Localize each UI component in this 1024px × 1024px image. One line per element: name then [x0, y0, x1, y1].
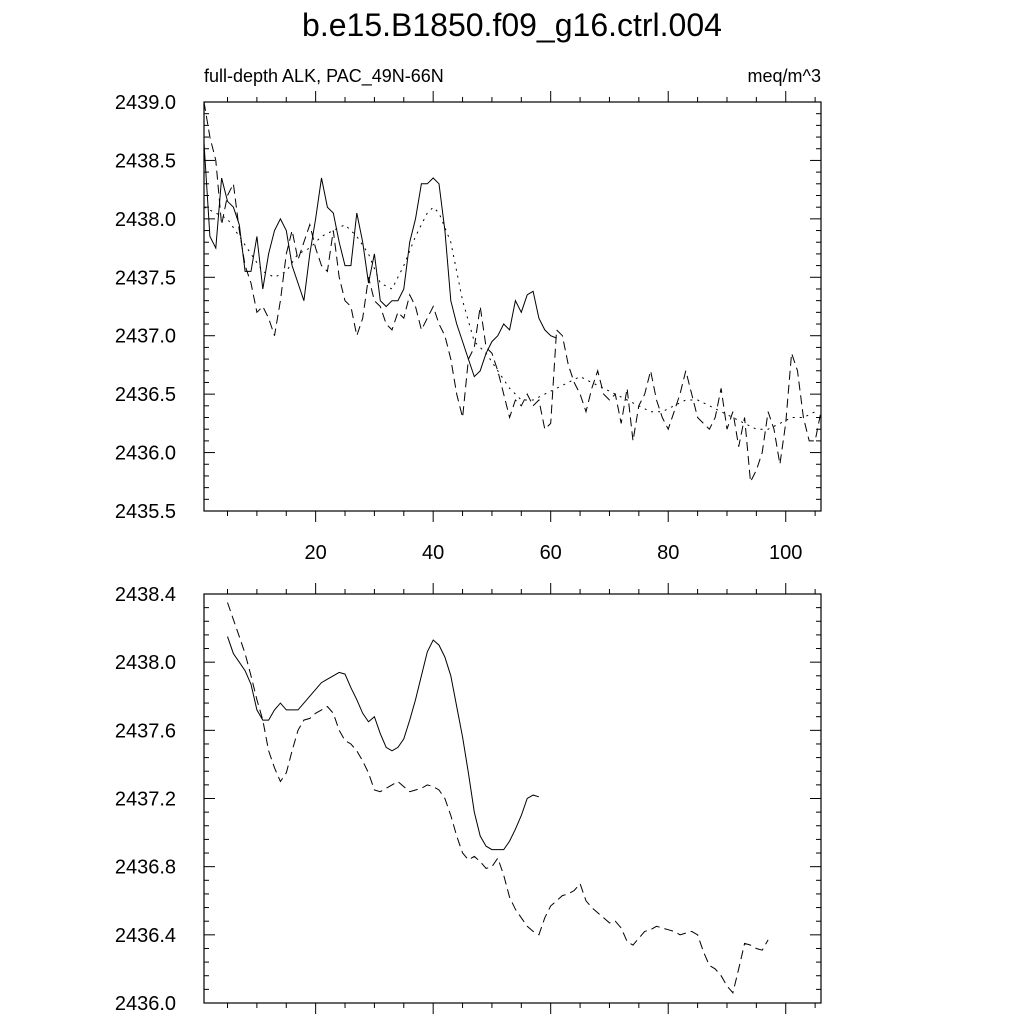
top-series-dashed-line — [204, 102, 821, 482]
top-x-tick-label: 100 — [769, 542, 803, 564]
top-y-tick-label: 2439.0 — [114, 92, 176, 114]
top-y-tick-label: 2435.5 — [114, 501, 176, 523]
top-y-tick-label: 2436.0 — [114, 442, 176, 465]
top-x-tick-label: 20 — [304, 542, 327, 564]
top-x-tick-label: 40 — [422, 542, 445, 564]
bottom-y-tick-label: 2438.4 — [114, 584, 176, 606]
bottom-panel — [115, 583, 821, 1015]
bottom-series-solid-line — [228, 637, 539, 850]
top-panel — [115, 66, 821, 564]
bottom-y-tick-label: 2438.0 — [114, 652, 176, 675]
bottom-series-dashed-line — [228, 603, 769, 993]
bottom-y-tick-label: 2436.8 — [114, 856, 176, 879]
top-y-tick-label: 2436.5 — [114, 384, 176, 407]
figure-title: b.e15.B1850.f09_g16.ctrl.004 — [302, 7, 722, 43]
bottom-y-tick-label: 2437.2 — [114, 788, 176, 811]
top-y-tick-label: 2437.5 — [114, 267, 176, 290]
top-y-tick-label: 2438.0 — [114, 208, 176, 231]
bottom-y-tick-label: 2436.4 — [114, 924, 176, 947]
top-panel-units-label: meq/m^3 — [747, 66, 821, 86]
top-y-tick-label: 2438.5 — [114, 150, 176, 173]
bottom-y-tick-label: 2437.6 — [114, 720, 176, 743]
top-panel-plot-frame — [204, 102, 821, 511]
top-series-solid-line — [204, 143, 557, 377]
bottom-panel-plot-frame — [204, 594, 821, 1003]
bottom-y-tick-label: 2436.0 — [114, 993, 176, 1015]
top-panel-left-label: full-depth ALK, PAC_49N-66N — [204, 66, 444, 86]
top-series-dotted-line — [204, 207, 815, 429]
top-x-tick-label: 80 — [657, 542, 680, 564]
top-y-tick-label: 2437.0 — [114, 325, 176, 348]
top-x-tick-label: 60 — [539, 542, 562, 564]
